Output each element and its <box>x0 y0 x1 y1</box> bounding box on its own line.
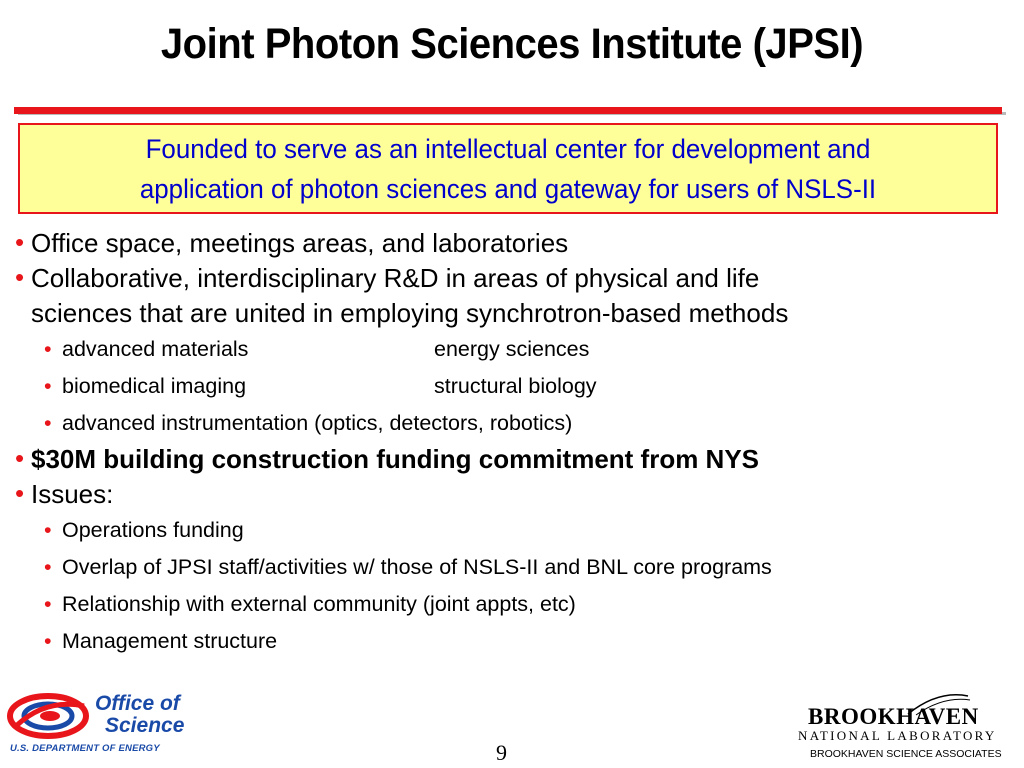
sub-item <box>14 549 1014 586</box>
page-number: 9 <box>496 740 507 765</box>
sub-bullet-glyph: • <box>44 518 52 542</box>
office-of-science-logo <box>6 692 216 762</box>
bullet-glyph: • <box>15 262 25 292</box>
bullet-item-office-space <box>14 226 1014 261</box>
sub-item <box>14 405 1014 442</box>
sub-bullet-glyph: • <box>44 555 52 579</box>
sub-bullet-glyph: • <box>44 411 52 435</box>
bullet-text: Office space, meetings areas, and laboratories <box>31 228 569 258</box>
bullet-text-line-1: Collaborative, interdisciplinary R&D in areas of physical and life <box>31 263 760 293</box>
sub-bullet-glyph: • <box>44 337 52 361</box>
sub-item-text-col2: energy sciences <box>434 337 590 361</box>
sub-bullet-glyph: • <box>44 592 52 616</box>
callout-line-1: Founded to serve as an intellectual center for development and <box>145 134 871 164</box>
sub-bullet-glyph: • <box>44 629 52 653</box>
science-associates-text: BROOKHAVEN SCIENCE ASSOCIATES <box>810 748 1002 760</box>
bullet-text-line-2: sciences that are united in employing synchrotron-based methods <box>31 298 789 328</box>
national-laboratory-text: NATIONAL LABORATORY <box>798 728 997 743</box>
doe-caption: U.S. DEPARTMENT OF ENERGY <box>10 743 160 754</box>
sub-item-text: biomedical imaging <box>62 374 247 398</box>
bullet-glyph: • <box>15 227 25 257</box>
bullet-glyph: • <box>15 478 25 508</box>
bullet-list <box>14 226 1014 660</box>
bullet-item-collaborative <box>14 261 1014 331</box>
office-of-science-line-2: Science <box>105 714 185 737</box>
callout-line-2: application of photon sciences and gateway for users of NSLS-II <box>139 174 877 204</box>
office-of-science-line-1: Office of <box>95 692 180 715</box>
bullet-glyph: • <box>15 443 25 473</box>
sub-item <box>14 586 1014 623</box>
sub-item-text: advanced instrumentation (optics, detectors, robotics) <box>62 411 573 435</box>
office-of-science-swirl-icon <box>6 692 96 742</box>
bullet-item-issues <box>14 477 1014 512</box>
sub-item <box>14 623 1014 660</box>
sub-item-text: advanced materials <box>62 337 249 361</box>
sub-item-text-col2: structural biology <box>434 374 597 398</box>
sub-item <box>14 512 1014 549</box>
sub-item-text: Management structure <box>62 629 278 653</box>
bullet-item-funding <box>14 442 1014 477</box>
sub-item <box>14 368 1014 405</box>
bullet-text: Issues: <box>31 479 114 509</box>
brookhaven-wordmark: BROOKHAVEN <box>808 704 979 729</box>
sub-item-text: Overlap of JPSI staff/activities w/ those of NSLS-II and BNL core programs <box>62 555 772 579</box>
sub-item <box>14 331 1014 368</box>
title-rule <box>14 107 1002 114</box>
sub-bullet-glyph: • <box>44 374 52 398</box>
bullet-text: $30M building construction funding commitment from NYS <box>31 444 760 474</box>
sub-item-text: Relationship with external community (joint appts, etc) <box>62 592 576 616</box>
brookhaven-logo <box>798 688 1018 768</box>
sub-item-text: Operations funding <box>62 518 244 542</box>
mission-callout-box <box>18 123 998 214</box>
slide-title: Joint Photon Sciences Institute (JPSI) <box>160 20 864 68</box>
